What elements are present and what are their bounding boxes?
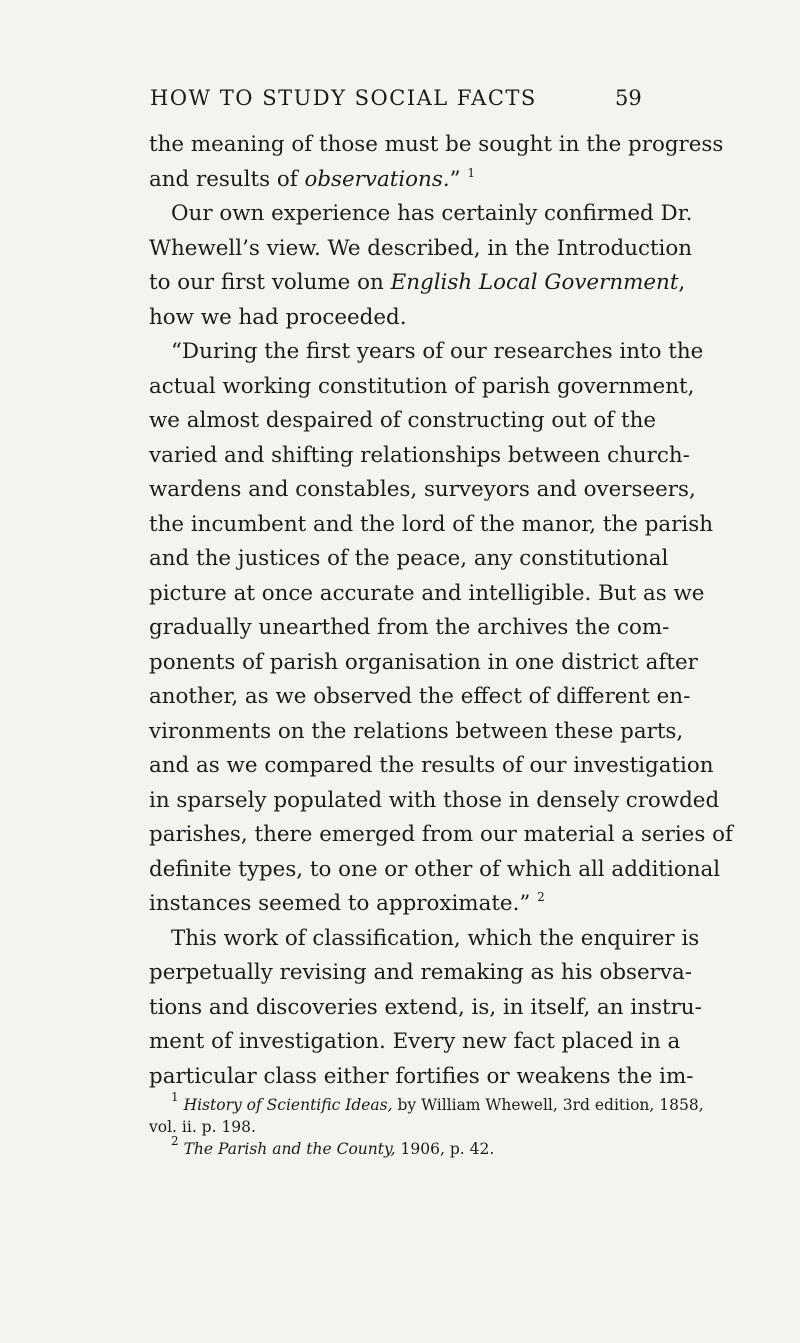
text-line <box>149 266 686 301</box>
text-line: the incumbent and the lord of the manor, the parish <box>149 511 713 537</box>
text-line: gradually unearthed from the archives the com- <box>149 615 670 640</box>
text-line <box>149 887 649 922</box>
text-line: we almost despaired of constructing out of the <box>149 408 657 433</box>
text-line: the meaning of those must be sought in the progress <box>149 132 724 157</box>
text-line: Whewell’s view. We described, in the Introduction <box>149 235 693 261</box>
footnote-ref: 1 <box>467 165 475 180</box>
footnote-1 <box>149 1090 704 1116</box>
text-line: tions and discoveries extend, is, in itself, an instru- <box>149 994 702 1020</box>
text-line: wardens and constables, surveyors and overseers, <box>149 477 696 502</box>
text-line: particular class either fortifies or weakens the im- <box>149 1063 694 1089</box>
text-line: vironments on the relations between these parts, <box>149 718 684 744</box>
text-line: definite types, to one or other of which all additional <box>149 856 721 882</box>
text-line: and the justices of the peace, any constitutional <box>149 546 669 571</box>
text-line: picture at once accurate and intelligible. But as we <box>149 580 705 606</box>
footnote-marker: 2 <box>171 1134 179 1148</box>
text-line: in sparsely populated with those in densely crowded <box>149 787 720 813</box>
text-line: “During the first years of our researches into the <box>171 339 704 364</box>
text-line: actual working constitution of parish government, <box>149 373 695 399</box>
running-title: HOW TO STUDY SOCIAL FACTS <box>150 86 537 110</box>
italic-text: observations. <box>304 166 450 192</box>
text-line: parishes, there emerged from our material a series of <box>149 822 733 847</box>
text-line: ment of investigation. Every new fact placed in a <box>149 1029 681 1054</box>
text-line <box>149 163 649 198</box>
footnotes <box>149 1090 704 1160</box>
text-fragment: ” <box>449 166 461 192</box>
footnote-text: by William Whewell, 3rd edition, 1858, <box>392 1096 704 1114</box>
text-line: another, as we observed the effect of different en- <box>149 684 691 709</box>
footnote-marker: 1 <box>171 1090 179 1104</box>
footnote-ref: 2 <box>537 890 545 904</box>
footnote-1-continued: vol. ii. p. 198. <box>149 1118 256 1136</box>
text-fragment: and results of <box>149 166 305 192</box>
text-line: This work of classification, which the enquirer is <box>171 925 700 951</box>
text-line: and as we compared the results of our investigation <box>149 753 714 778</box>
text-line: varied and shifting relationships between church- <box>149 442 690 468</box>
text-line: perpetually revising and remaking as his observa- <box>149 960 692 985</box>
text-fragment: instances seemed to approximate.” <box>149 891 531 916</box>
text-line: Our own experience has certainly confirmed Dr. <box>171 201 693 226</box>
page-number: 59 <box>615 86 642 110</box>
footnote-2 <box>149 1134 649 1160</box>
italic-text: English Local Government <box>390 270 679 295</box>
footnote-title: History of Scientific Ideas, <box>183 1096 393 1114</box>
text-line: how we had proceeded. <box>149 304 407 330</box>
text-fragment: , <box>678 270 686 295</box>
footnote-text: 1906, p. 42. <box>395 1140 495 1158</box>
footnote-title: The Parish and the County, <box>183 1140 396 1158</box>
body-text <box>149 128 733 1094</box>
text-fragment: to our first volume on <box>149 270 391 295</box>
text-line: ponents of parish organisation in one district after <box>149 649 698 675</box>
